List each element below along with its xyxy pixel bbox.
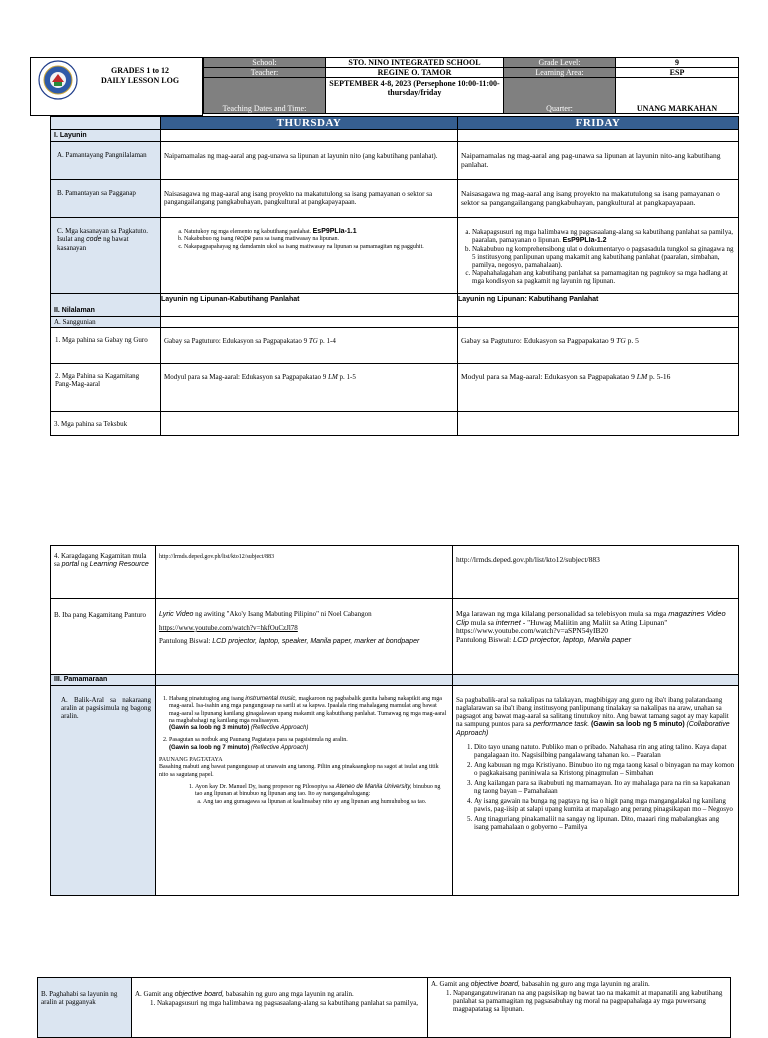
balik-aral-friday-list [456, 743, 735, 831]
day-thursday: THURSDAY [161, 117, 458, 130]
section-nilalaman: II. Nilalaman [51, 294, 161, 317]
gabay-friday: Gabay sa Pagtuturo: Edukasyon sa Pagpapakatao 9 TG p. 5 [458, 328, 739, 364]
pagganap-friday: Naisasagawa ng mag-aaral ang isang proyekto na makatutulong sa isang pamayanan o sektor sa pangangailangang pangkabuhayan, pangkultural at pangkapayapaan. [458, 180, 739, 218]
quarter-label: Quarter: [504, 78, 616, 114]
row-label-kagamitang: 2. Mga Pahina sa Kagamitang Pang-Mag-aaral [51, 364, 161, 412]
balik-aral-friday-item: 5. Ang tinaguriang pinakamaliit na sangay ng lipunan. Dito, maaari ring mabalangkas ang isang pamahalaan o gobyerno – Pamilya [474, 815, 735, 831]
dates-label: Teaching Dates and Time: [204, 78, 326, 114]
karagdagang-thursday: http://lrmds.deped.gov.ph/list/kto12/subject/883 [156, 546, 453, 599]
school-label: School: [204, 58, 326, 68]
nilalaman-friday: Layunin ng Lipunan: Kabutihang Panlahat [458, 294, 739, 317]
balik-aral-friday-item: 1. Dito tayo unang natuto. Publiko man o pribado. Nahahasa rin ang ating talino. Kaya dapat pangalagaan ito. Nagsisilbing pangalawang tahanan ko. – Paaralan [474, 743, 735, 759]
pamantayang-thursday: Naipamamalas ng mag-aaral ang pag-unawa sa lipunan at layunin nito (ang kabutihang panlahat). [161, 142, 458, 180]
lesson-table-page1 [50, 116, 739, 436]
kagamitang-friday: Modyul para sa Mag-aaral: Edukasyon sa Pagpapakatao 9 LM p. 5-16 [458, 364, 739, 412]
row-label-iba: B. Iba pang Kagamitang Panturo [51, 599, 156, 675]
kasanayan-thursday: a. Natutukoy ng mga elemento ng kabutihang panlahat. EsP9PLIa-1.1 b. Nakabubuo ng isang recipe para sa isang matiwasay na lipunan. c. Nakapagpapahayag ng damdamin ukol sa isang matiwasay na lipunan sa pamamagitan ng pagguhit. [161, 218, 458, 294]
balik-aral-friday-item: 2. Ang kabuuan ng mga Kristiyano. Binubuo ito ng mga taong kasal o binyagan na may komon o pagkakaisang paniniwala sa Kristong pinagmulan – Simbahan [474, 761, 735, 777]
paghahabi-thursday: A. Gamit ang objective board, babasahin ng guro ang mga layunin ng aralin. 1. Nakapagsusuri ng mga halimbawa ng pagsasaalang-alang sa kabutihang panlahat sa pamilya, [132, 978, 428, 1038]
quarter-value: UNANG MARKAHAN [616, 78, 739, 114]
lesson-log-title: GRADES 1 to 12 DAILY LESSON LOG [100, 66, 180, 85]
gabay-thursday: Gabay sa Pagtuturo: Edukasyon sa Pagpapakatao 9 TG p. 1-4 [161, 328, 458, 364]
teacher-label: Teacher: [204, 68, 326, 78]
row-label-paghahabi: B. Paghahabi sa layunin ng aralin at pagganyak [38, 978, 132, 1038]
pamantayang-friday: Naipamamalas ng mag-aaral ang pag-unawa sa lipunan at layunin nito-ang kabutihang panlahat. [458, 142, 739, 180]
kasanayan-friday: a. Nakapagsusuri ng mga halimbawa ng pagsasaalang-alang sa kabutihang panlahat sa pamilya, paaralan, pamayanan o lipunan. EsP9PLIa-1.2 b. Nakabubuo ng komprehensibong ulat o dokumentaryo o pagsasadula tungkol sa ginagawa ng 5 institusyong panlipunan upang makamit ang kabutihang panlahat (paaralan, simbahan, pamilya, negosyo, pamahalaan). c. Napahahalagahan ang kabutihang panlahat sa pamamagitan ng pagtukoy sa mga hadlang at mga kondisyon sa pagkamit ng layunin ng lipunan. [458, 218, 739, 294]
area-value: ESP [616, 68, 739, 78]
pagganap-thursday: Naisasagawa ng mag-aaral ang isang proyekto na makatutulong sa isang pamayanan o sektor sa pangangailangang pangkabuhayan, pangkultural at pangkapayapaan. [161, 180, 458, 218]
row-label-karagdagang: 4. Karagdagang Kagamitan mula sa portal ng Learning Resource [51, 546, 156, 599]
lesson-table-page2 [50, 545, 739, 896]
kagamitang-thursday: Modyul para sa Mag-aaral: Edukasyon sa Pagpapakatao 9 LM p. 1-5 [161, 364, 458, 412]
dates-value: SEPTEMBER 4-8, 2023 (Persephone 10:00-11:00- thursday/friday [326, 78, 504, 114]
balik-aral-friday-item: 3. Ang kailangan para sa ikabubuti ng mamamayan. Ito ay mahalaga para na rin sa kapakanan ng taong bayan – Pamahalaan [474, 779, 735, 795]
teacher-value: REGINE O. TAMOR [326, 68, 504, 78]
row-label-teksbuk: 3. Mga pahina sa Teksbuk [51, 412, 161, 436]
section-pamamaraan: III. Pamamaraan [51, 675, 156, 686]
iba-thursday: Lyric Video ng awiting "Ako'y Isang Mabuting Pilipino" ni Noel Cabangon https://www.youtube.com/watch?v=hkfOuCzJl78 Pantulong Biswal: LCD projector, laptop, speaker, Manila paper, marker at bondpaper [156, 599, 453, 675]
row-label-balik-aral: A. Balik-Aral sa nakaraang aralin at pagsisimula ng bagong aralin. [51, 686, 156, 896]
nilalaman-thursday: Layunin ng Lipunan-Kabutihang Panlahat [161, 294, 458, 317]
grade-label: Grade Level: [504, 58, 616, 68]
section-layunin: I. Layunin [51, 130, 161, 142]
header-info-table [203, 57, 739, 114]
balik-aral-friday: Sa pagbabalik-aral sa nakalipas na talakayan, magbibigay ang guro ng iba't ibang palatandaang naglalarawan sa iba't ibang institusyong panlipunang tinalakay sa nakalipas na araw, unahan sa pagsagot ang bawat mag-aaral sa salitang tinutukoy nito. Ang bawat tamang sagot ay may kapalit na sampung puntos para sa performance task. (Gawin sa loob ng 5 minuto) (Collaborative Approach) 1. Dito tayo unang natuto. Publiko man o pribado. Nahahasa rin ang ating talino. Kaya dapat pangalagaan ito. Nagsisilbing pangalawang tahanan ko. – Paaralan 2. Ang kabuuan ng mga Kristiyano. Binubuo ito ng mga taong kasal o binyagan na may komon o pagkakaisang paniniwala sa Kristong pinagmulan – Simbahan 3. Ang kailangan para sa ikabubuti ng mamamayan. Ito ay mahalaga para na rin sa kapakanan ng taong bayan – Pamahalaan 4. Ay isang gawain na bunga ng pagtaya ng isa o higit pang mga mangangalakal ng kanilang pawis, pag-iisip at salapi upang kumita at mapalago ang perang pinagsikapan mo – Negosyo 5. Ang tinaguriang pinakamaliit na sangay ng lipunan. Dito, maaari ring mabalangkas ang isang pamahalaan o gobyerno – Pamilya [453, 686, 739, 896]
balik-aral-friday-item: 4. Ay isang gawain na bunga ng pagtaya ng isa o higit pang mga mangangalakal ng kanilang pawis, pag-iisip at salapi upang kumita at mapalago ang perang pinagsikapan mo – Negosyo [474, 797, 735, 813]
deped-seal-icon [38, 60, 78, 100]
lesson-table-page3 [37, 977, 731, 1038]
karagdagang-friday: http://lrmds.deped.gov.ph/list/kto12/subject/883 [453, 546, 739, 599]
area-label: Learning Area: [504, 68, 616, 78]
row-label-pamantayang: A. Pamantayang Pangnilalaman [51, 142, 161, 180]
row-label-pagganap: B. Pamantayan sa Pagganap [51, 180, 161, 218]
row-label-kasanayan: C. Mga kasanayan sa Pagkatuto. Isulat ang code ng bawat kasanayan [51, 218, 161, 294]
day-friday: FRIDAY [458, 117, 739, 130]
balik-aral-thursday: 1. Habang pinatutugtog ang isang instrumental music, magkaroon ng pagbabalik gunita habang nakapikit ang mga mag-aaral. Isa-isahin ang mga pangungusap na sarili at sa kapwa. Ipaalala ring mahalagang mamulat ang bawat mag-aaral sa lipunang kanilang ginagalawan upang makamit ang kabutihang panlahat. Tumawag ng mga mag-aaral na magbabahagi ng kanilang mga realisasyon. (Gawin sa loob ng 3 minuto) (Reflective Approach) 2. Pasagutan sa notbuk ang Paunang Pagtataya para sa pagsisimula ng aralin. (Gawin sa loob ng 7 minuto) (Reflective Approach) PAUNANG PAGTATAYA Basahing mabuti ang bawat pangungusap at unawain ang tanong. Piliin ang pinakaangkop na sagot at isulat ang titik nito sa sagutang papel. 1. Ayon kay Dr. Manuel Dy, isang propesor ng Pilosopiya sa Ateneo de Manila University, binubuo ng tao ang lipunan at binubuo ng lipunan ang tao. Ito ay nangangahulugang: a. Ang tao ang gumagawa sa lipunan at kaalinsabay nito ay ang lipunan ang humuhubog sa tao. [156, 686, 453, 896]
section-sanggunian: A. Sanggunian [51, 317, 161, 328]
row-label-gabay: 1. Mga pahina sa Gabay ng Guro [51, 328, 161, 364]
grade-value: 9 [616, 58, 739, 68]
paghahabi-friday: A. Gamit ang objective board, babasahin ng guro ang mga layunin ng aralin. 1. Napangangatuwiranan na ang pagsisikap ng bawat tao na makamit at mapanatili ang kabutihang panlahat sa pamamagitan ng pagsasabuhay ng moral na pagpapahalaga ay mga puwersang magpapatatag sa lipunan. [428, 978, 731, 1038]
iba-friday: Mga larawan ng mga kilalang personalidad sa telebisyon mula sa mga magazines Video Clip mula sa internet - "Huwag Maliitin ang Maliit sa Ating Lipunan" https://www.youtube.com/watch?v=aSPN54yIB20 Pantulong Biswal: LCD projector, laptop, Manila paper [453, 599, 739, 675]
school-value: STO. NINO INTEGRATED SCHOOL [326, 58, 504, 68]
video-link-thursday[interactable]: https://www.youtube.com/watch?v=hkfOuCzJl78 [159, 624, 298, 632]
